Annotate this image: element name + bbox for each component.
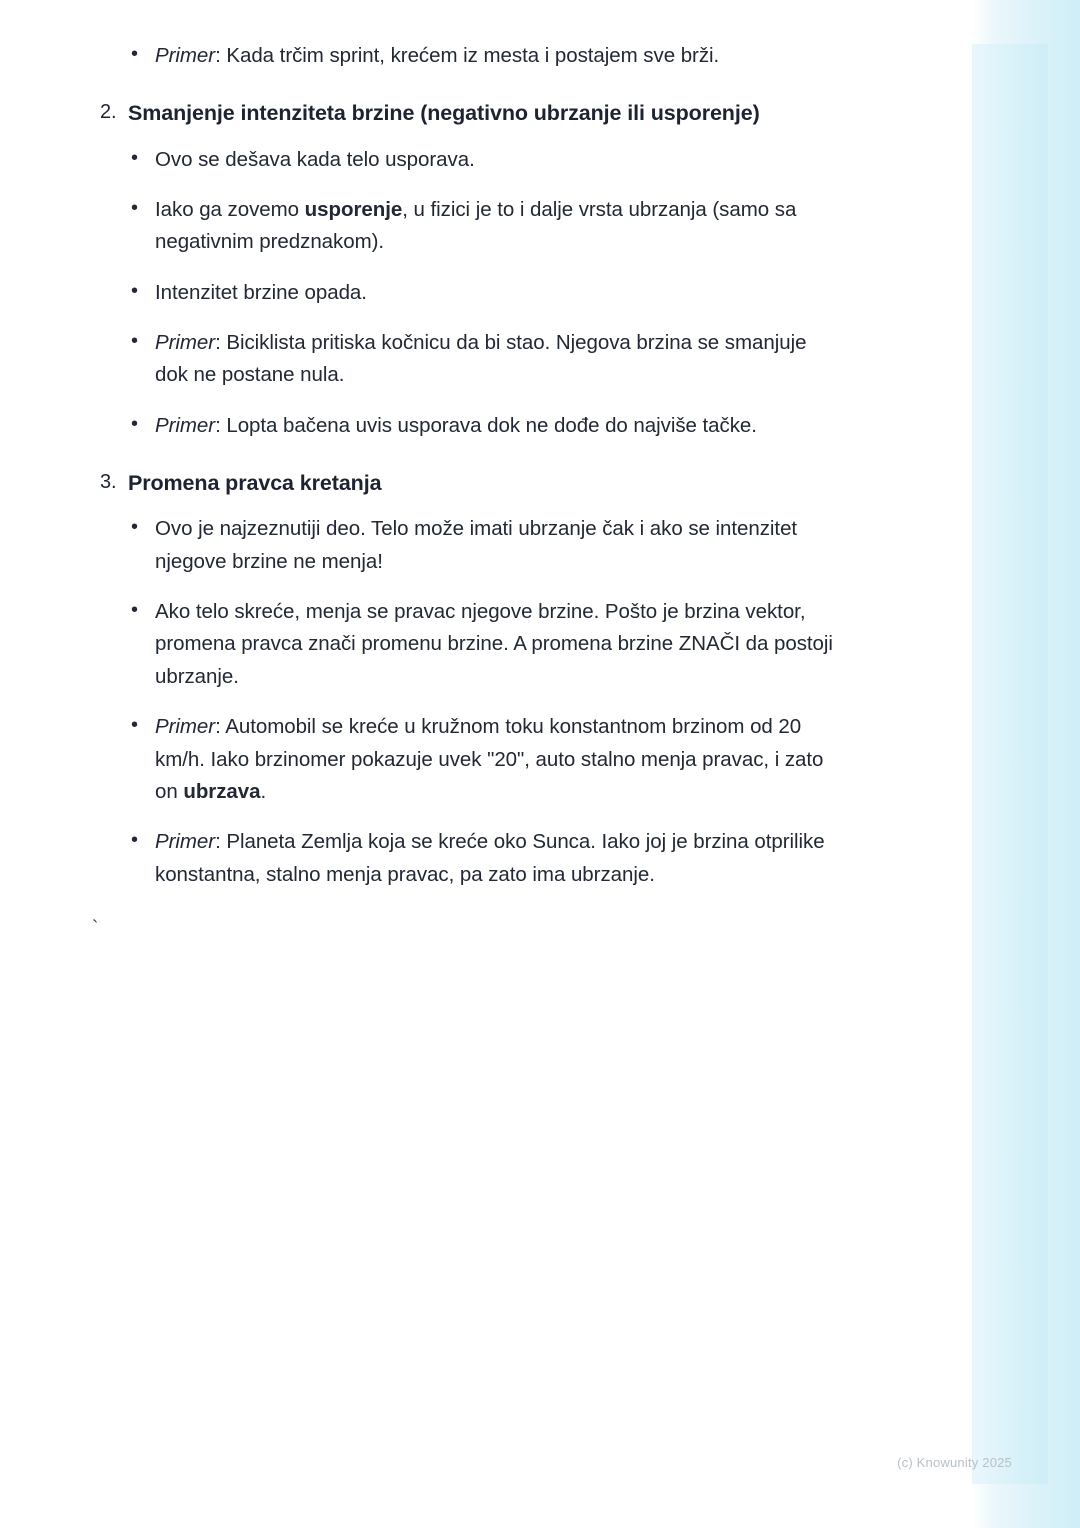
stray-backtick-mark: ` [92, 918, 99, 939]
decorative-right-strip-inner [972, 44, 1048, 1484]
intro-bullet-list [0, 40, 900, 72]
document-content [0, 0, 900, 909]
list-item [0, 277, 900, 309]
list-item-text-post: . [260, 779, 267, 803]
list-item [0, 194, 900, 259]
list-item-text-pre: Iako ga zovemo [155, 197, 305, 221]
section-2-bullet-list [0, 144, 900, 443]
list-item-text: : Lopta bačena uvis usporava dok ne dođe do najviše tačke. [215, 413, 757, 437]
emphasis-usporenje: usporenje [304, 197, 403, 221]
primer-label: Primer [155, 44, 216, 67]
primer-label: Primer [155, 830, 216, 854]
list-item [0, 596, 900, 693]
list-item-text: Ako telo skreće, menja se pravac njegove brzine. Pošto je brzina vektor, promena pravca znači promenu brzine. A promena brzine ZNAČI da postoji ubrzanje. [155, 600, 833, 688]
section-heading-text-2: Smanjenje intenziteta brzine (negativno ubrzanje ili usporenje) [128, 101, 760, 126]
primer-label: Primer [155, 413, 216, 437]
footer-copyright: (c) Knowunity 2025 [897, 1455, 1012, 1470]
list-item-text: Ovo se dešava kada telo usporava. [155, 147, 475, 171]
list-item [0, 40, 900, 72]
list-item-text: : Kada trčim sprint, krećem iz mesta i postajem sve brži. [215, 44, 720, 67]
list-item-text: : Biciklista pritiska kočnicu da bi stao. Njegova brzina se smanjuje dok ne postane nula. [155, 331, 807, 387]
section-number-3: 3. [100, 471, 117, 494]
list-item [0, 711, 900, 808]
section-3-bullet-list [0, 513, 900, 891]
primer-label: Primer [155, 331, 216, 355]
list-item [0, 144, 900, 176]
primer-label: Primer [155, 715, 216, 739]
section-number-2: 2. [100, 101, 117, 124]
section-heading-text-3: Promena pravca kretanja [128, 471, 382, 496]
list-item [0, 327, 900, 392]
section-heading-2 [0, 98, 900, 129]
list-item [0, 513, 900, 578]
list-item-text: Ovo je najzeznutiji deo. Telo može imati ubrzanje čak i ako se intenzitet njegove brzine ne menja! [155, 517, 798, 573]
list-item [0, 826, 900, 891]
list-item-text-post: , u fizici je to i dalje vrsta ubrzanja (samo sa negativnim predznakom). [155, 197, 797, 254]
list-item-text-pre: : Automobil se kreće u kružnom toku konstantnom brzinom od 20 km/h. Iako brzinomer pokazuje uvek "20", auto stalno menja pravac, i zato on [155, 715, 824, 803]
list-item-text: Intenzitet brzine opada. [155, 280, 367, 304]
section-heading-3 [0, 468, 900, 499]
list-item-text: : Planeta Zemlja koja se kreće oko Sunca. Iako joj je brzina otprilike konstantna, stalno menja pravac, pa zato ima ubrzanje. [155, 830, 825, 886]
decorative-right-strip [972, 0, 1080, 1528]
list-item [0, 410, 900, 442]
emphasis-ubrzava: ubrzava [183, 779, 261, 803]
